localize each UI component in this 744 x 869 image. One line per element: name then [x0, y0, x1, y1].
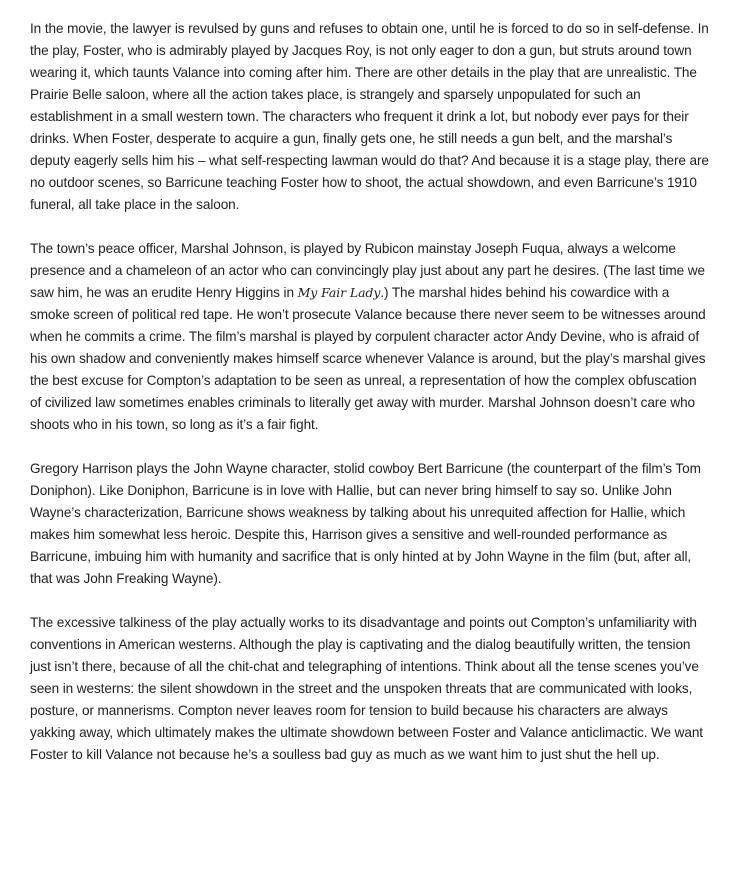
paragraph-marshal-johnson	[30, 238, 710, 436]
paragraph-talkiness: The excessive talkiness of the play actually works to its disadvantage and points out Compton’s unfamiliarity with conventions in American westerns. Although the play is captivating and the dialog beautifully written, the tension just isn’t there, because of all the chit-chat and telegraphing of intentions. Think about all the tense scenes you’ve seen in westerns: the silent showdown in the street and the unspoken threats that are communicated with looks, posture, or mannerisms. Compton never leaves room for tension to build because his characters are always yakking away, which ultimately makes the ultimate showdown between Foster and Valance anticlimactic. We want Foster to kill Valance not because he’s a soulless bad guy as much as we want him to just shut the hell up.	[30, 615, 703, 762]
paragraph-movie-vs-play: In the movie, the lawyer is revulsed by guns and refuses to obtain one, until he is forced to do so in self-defense. In the play, Foster, who is admirably played by Jacques Roy, is not only eager to don a gun, but struts around town wearing it, which taunts Valance into coming after him. There are other details in the play that are unrealistic. The Prairie Belle saloon, where all the action takes place, is strangely and sparsely unpopulated for such an establishment in a small western town. The characters who frequent it drink a lot, but nobody ever pays for their drinks. When Foster, desperate to acquire a gun, finally gets one, he still needs a gun belt, and the marshal’s deputy eagerly sells him his – what self-respecting lawman would do that? And because it is a stage play, there are no outdoor scenes, so Barricune teaching Foster how to shoot, the actual showdown, and even Barricune’s 1910 funeral, all take place in the saloon.	[30, 21, 709, 212]
paragraph-text-after: .) The marshal hides behind his cowardice with a smoke screen of political red tape. He won’t prosecute Valance because there never seem to be witnesses around when he commits a crime. The film’s marshal is played by corpulent character actor Andy Devine, who is afraid of his own shadow and conveniently makes himself scarce whenever Valance is around, but the play’s marshal gives the best excuse for Compton’s adaptation to be seen as unreal, a representation of how the complex obfuscation of civilized law sometimes enables criminals to literally get away with murder. Marshal Johnson doesn’t care who shoots who in his town, so long as it’s a fair fight.	[30, 285, 706, 432]
work-title-italic: My Fair Lady	[297, 285, 381, 300]
article-body	[30, 18, 710, 788]
paragraph-gregory-harrison: Gregory Harrison plays the John Wayne character, stolid cowboy Bert Barricune (the counterpart of the film’s Tom Doniphon). Like Doniphon, Barricune is in love with Hallie, but can never bring himself to say so. Unlike John Wayne’s characterization, Barricune shows weakness by talking about his unrequited affection for Hallie, which makes him somewhat less heroic. Despite this, Harrison gives a sensitive and well-rounded performance as Barricune, imbuing him with humanity and sacrifice that is only hinted at by John Wayne in the film (but, after all, that was John Freaking Wayne).	[30, 461, 701, 586]
paragraph-text-before: The town’s peace officer, Marshal Johnson, is played by Rubicon mainstay Joseph Fuqua, always a welcome presence and a chameleon of an actor who can convincingly play just about any part he desires. (The last time we saw him, he was an erudite Henry Higgins in	[30, 241, 705, 300]
